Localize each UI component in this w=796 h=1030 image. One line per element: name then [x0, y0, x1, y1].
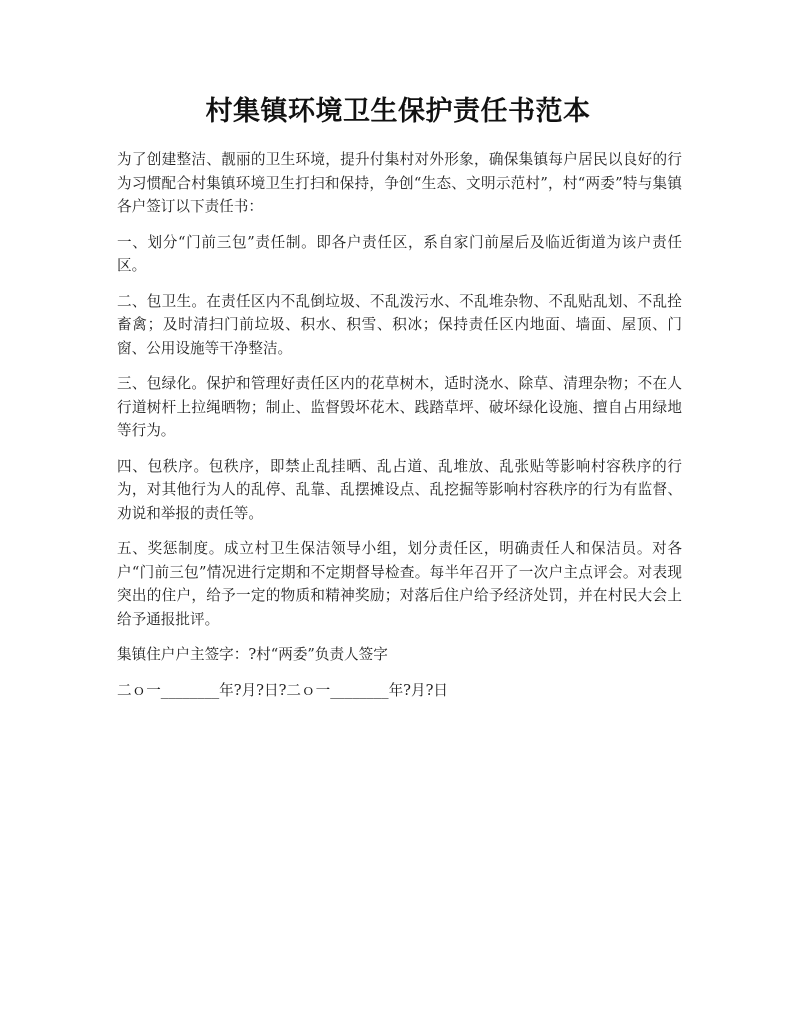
intro-paragraph: 为了创建整洁、靓丽的卫生环境，提升付集村对外形象，确保集镇每户居民以良好的行为习惯配合村集镇环境卫生打扫和保持，争创“生态、文明示范村”，村“两委”特与集镇各户签订以下责任书： [117, 151, 682, 215]
date-line: 二ｏ一________年?月?日?二ｏ一________年?月?日 [117, 681, 448, 699]
clause-1-paragraph: 一、划分“门前三包”责任制。即各户责任区，系自家门前屋后及临近街道为该户责任区。 [117, 233, 682, 274]
document-body [117, 148, 682, 714]
clause-3-paragraph: 三、包绿化。保护和管理好责任区内的花草树木，适时浇水、除草、清理杂物；不在人行道树杆上拉绳晒物；制止、监督毁坏花木、践踏草坪、破坏绿化设施、擅自占用绿地等行为。 [117, 375, 682, 439]
clause-5-paragraph: 五、奖惩制度。成立村卫生保洁领导小组，划分责任区，明确责任人和保洁员。对各户“门前三包”情况进行定期和不定期督导检查。每半年召开了一次户主点评会。对表现突出的住户，给予一定的物质和精神奖励；对落后住户给予经济处罚，并在村民大会上给予通报批评。 [117, 540, 682, 628]
clause-4-paragraph: 四、包秩序。包秩序，即禁止乱挂晒、乱占道、乱堆放、乱张贴等影响村容秩序的行为，对其他行为人的乱停、乱靠、乱摆摊设点、乱挖掘等影响村容秩序的行为有监督、劝说和举报的责任等。 [117, 457, 682, 522]
signature-line: 集镇住户户主签字：?村“两委”负责人签字 [117, 646, 388, 663]
document-title: 村集镇环境卫生保护责任书范本 [205, 96, 591, 127]
clause-2-paragraph: 二、包卫生。在责任区内不乱倒垃圾、不乱泼污水、不乱堆杂物、不乱贴乱划、不乱拴畜禽；及时清扫门前垃圾、积水、积雪、积冰；保持责任区内地面、墙面、屋顶、门窗、公用设施等干净整洁。 [117, 292, 682, 357]
